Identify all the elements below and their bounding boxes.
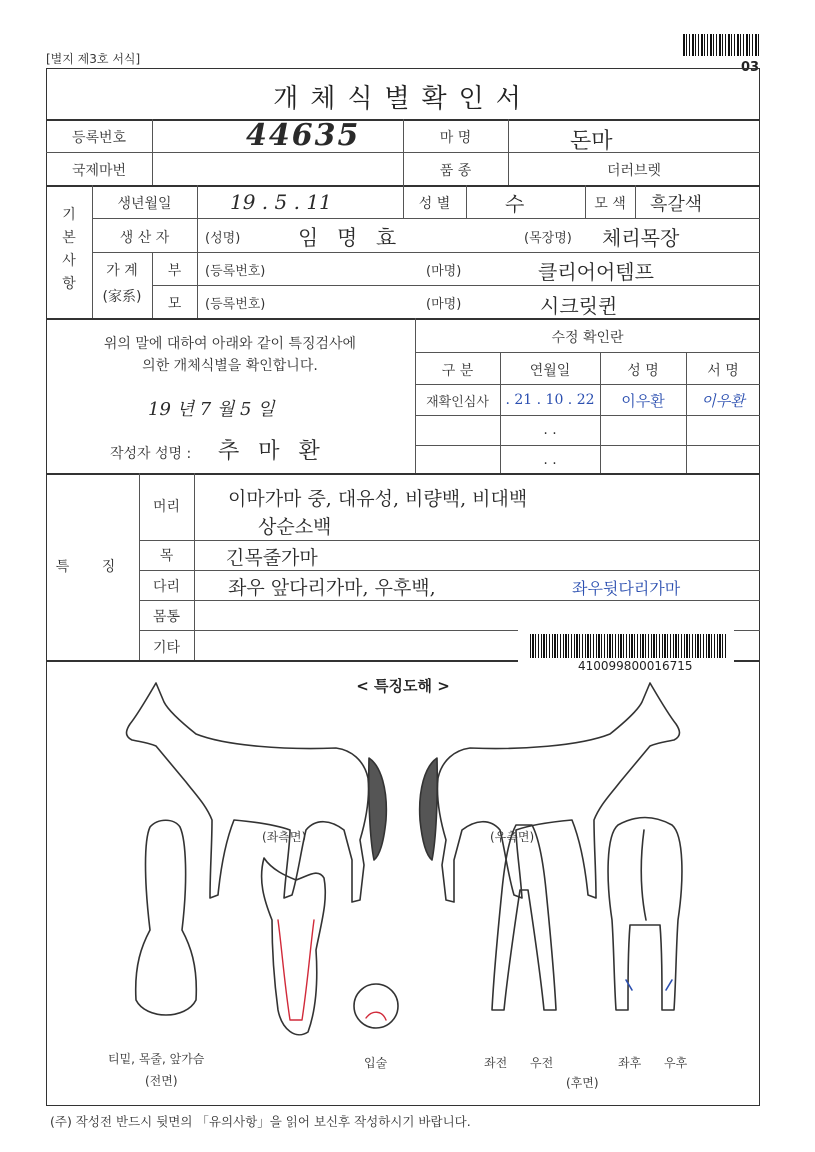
confirm-text-1: 위의 말에 대하여 아래와 같이 특징검사에 — [103, 336, 357, 352]
breeder-label: 생 산 자 — [119, 230, 170, 246]
dam-reg-hint: (등록번호) — [205, 297, 266, 312]
dam-value: 시크릿퀸 — [540, 294, 618, 318]
horse-name-label: 마 명 — [439, 130, 472, 146]
etc-label: 기타 — [152, 640, 181, 656]
rev-row-sign: 이우환 — [701, 392, 745, 410]
farm-hint: (목장명) — [524, 231, 572, 246]
head-label: 머리 — [152, 499, 181, 515]
rev-row-name: 이우환 — [621, 392, 665, 410]
right-fore-caption: 우전 — [530, 1056, 554, 1070]
top-barcode — [683, 34, 761, 56]
rear-view-outline — [608, 818, 682, 1011]
reg-no-value: 44635 — [246, 118, 361, 153]
right-side-caption: (우측면) — [490, 830, 535, 844]
left-side-caption: (좌측면) — [262, 830, 307, 844]
reg-no-label: 등록번호 — [71, 130, 127, 146]
dam-label: 모 — [167, 296, 182, 312]
legs-value: 좌우 앞다리가마, 우후백, — [228, 577, 436, 599]
front-sub-caption: (전면) — [145, 1074, 178, 1088]
breeder-value: 임 명 효 — [298, 226, 403, 250]
sire-value: 클리어어템프 — [538, 260, 654, 284]
basic-section-label — [56, 204, 82, 296]
rev-row-date: . 21 . 10 . 22 — [505, 392, 595, 408]
horse-name-value: 돈마 — [570, 129, 613, 154]
rev-row-date: . . — [543, 422, 557, 438]
lips-outline — [354, 984, 398, 1028]
breeder-name-hint: (성명) — [205, 231, 241, 246]
breed-value: 더러브렛 — [606, 163, 662, 179]
sex-label: 성 별 — [418, 196, 451, 212]
head-value-1: 이마가마 중, 대유성, 비량백, 비대백 — [228, 488, 528, 510]
left-fore-caption: 좌전 — [484, 1056, 508, 1070]
intl-no-label: 국제마번 — [71, 163, 127, 179]
page-number: 03 — [741, 60, 760, 75]
breed-label: 품 종 — [439, 163, 472, 179]
page-title: 개체식별확인서 — [273, 84, 533, 114]
front-caption: 티밑, 목줄, 앞가슴 — [108, 1052, 205, 1066]
barcode-bars — [530, 634, 726, 658]
left-side-horse-outline — [127, 683, 387, 902]
legs-added-value: 좌우뒷다리가마 — [572, 579, 681, 598]
basic-section-text: 기본사항 — [62, 207, 76, 292]
head-value-2: 상순소백 — [258, 516, 332, 538]
barcode-sticker — [518, 630, 734, 674]
form-tag: [별지 제3호 서식] — [46, 52, 141, 66]
features-section-label: 특 징 — [55, 559, 130, 575]
diagram-title: < 특징도해 > — [356, 677, 450, 695]
revision-title: 수정 확인란 — [551, 330, 624, 346]
rev-header-sign: 서 명 — [707, 363, 739, 379]
lips-caption: 입술 — [364, 1056, 388, 1070]
front-neck-view-outline — [136, 820, 197, 1015]
family-label: 가 계 — [106, 263, 138, 279]
rev-header-date: 연월일 — [529, 363, 571, 379]
coat-value: 흑갈색 — [650, 194, 703, 215]
footer-note: (주) 작성전 반드시 뒷면의 「유의사항」을 읽어 보신후 작성하시기 바랍니다. — [50, 1114, 471, 1129]
confirm-date: 19 년 7 월 5 일 — [148, 399, 275, 420]
dam-horse-hint: (마명) — [426, 297, 462, 312]
front-legs-view-outline — [492, 825, 556, 1010]
sire-reg-hint: (등록번호) — [205, 264, 266, 279]
writer-label: 작성자 성명 : — [110, 446, 192, 462]
head-front-view-outline — [262, 858, 326, 1035]
left-hind-caption: 좌후 — [618, 1056, 642, 1070]
barcode-number: 410099800016715 — [578, 659, 693, 673]
right-hind-caption: 우후 — [664, 1056, 688, 1070]
coat-label: 모 색 — [594, 196, 626, 212]
family-hanja: (家系) — [102, 289, 142, 305]
rev-row-date: . . — [543, 452, 557, 468]
confirm-text-2: 의한 개체식별을 확인합니다. — [142, 358, 318, 374]
sex-value: 수 — [505, 192, 525, 216]
sire-horse-hint: (마명) — [426, 264, 462, 279]
birth-value: 19 . 5 . 11 — [230, 190, 332, 214]
horse-diagrams — [46, 680, 760, 1100]
neck-value: 긴목줄가마 — [226, 547, 318, 569]
farm-value: 체리목장 — [602, 226, 680, 250]
birth-label: 생년월일 — [117, 196, 172, 212]
rev-header-type: 구 분 — [441, 363, 474, 379]
rev-header-name: 성 명 — [627, 363, 659, 379]
legs-label: 다리 — [152, 579, 181, 595]
writer-value: 추 마 환 — [218, 439, 326, 464]
rev-row-type: 재확인심사 — [426, 395, 489, 410]
rear-sub-caption: (후면) — [566, 1076, 599, 1090]
sire-label: 부 — [167, 263, 182, 279]
body-label: 몸통 — [152, 609, 181, 625]
neck-label: 목 — [159, 548, 174, 564]
